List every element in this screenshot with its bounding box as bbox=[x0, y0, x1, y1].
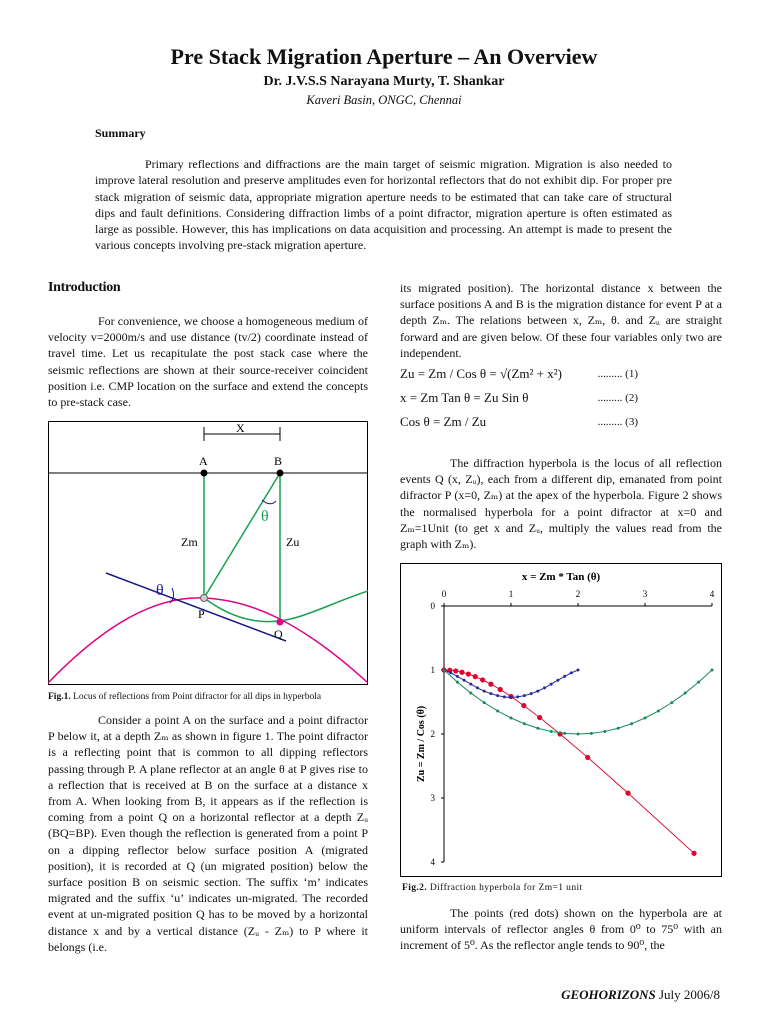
chart-point bbox=[617, 727, 620, 730]
summary-text: Primary reflections and diffractions are the main target of seismic migration. Migration is also needed to improve lateral resolution and preserve amplitudes even for horizontal reflectors that do not exhibit dip. For proper pre stack migration of seismic data, appropriate migration aperture needs to be estimated that can take care of structural dips and fault definitions. Considering diffraction limbs of a point difractor, migration aperture is often estimated as large as possible. However, this has implications on data acquisition and processing. An attempt is made to present the various concepts involving pre-stack migration aperture. bbox=[95, 157, 672, 253]
reflector-curve bbox=[204, 591, 368, 622]
chart-point bbox=[469, 692, 472, 695]
label-theta-p: θ bbox=[156, 582, 164, 599]
chart-ylabel: Zu = Zm / Cos (θ) bbox=[416, 705, 427, 782]
chart-point bbox=[697, 681, 700, 684]
chart-point bbox=[577, 733, 580, 736]
chart-y-tick-label: 1 bbox=[430, 665, 435, 675]
footer bbox=[561, 987, 720, 1003]
footer-journal: GEOHORIZONS bbox=[561, 987, 656, 1002]
left-paragraph-2: Consider a point A on the surface and a point difractor P below it, at a depth Zₘ as shown in figure 1. The point difractor is a reflecting point that is common to all dipping reflectors passing through P. A plane reflector at an angle θ at P gives rise to a reflection that is received at B on the surface at a distance x from A. When looking from B, it appears as if the reflection is coming from a point Q on a horizontal reflector at a depth Zᵤ (BQ=BP). Even though the reflection is generated from a point P on a dipping reflector below surface position A (migrated position), it is recorded at Q (un migrated position) below the surface position B on seismic section. The suffix ‘m’ indicates migrated and the suffix ‘u’ indicates un-migrated. The recorded event at un-migrated position Q has to be moved by a horizontal distance x and by a vertical distance (Zᵤ - Zₘ) to P where it belongs (i.e. bbox=[48, 713, 368, 954]
equation-3 bbox=[400, 414, 722, 438]
chart-point bbox=[657, 709, 660, 712]
equation-2-text: x = Zm Tan θ = Zu Sin θ bbox=[400, 390, 529, 405]
chart-x-tick-label: 2 bbox=[575, 589, 581, 599]
footer-issue: July 2006/8 bbox=[658, 987, 720, 1002]
chart-point bbox=[443, 669, 446, 672]
chart-point bbox=[523, 694, 526, 697]
chart-point bbox=[516, 695, 519, 698]
chart-point bbox=[503, 695, 506, 698]
chart-point bbox=[466, 671, 471, 676]
chart-point bbox=[536, 690, 539, 693]
chart-point bbox=[483, 690, 486, 693]
diffraction-hyperbola bbox=[48, 598, 368, 683]
summary-heading: Summary bbox=[95, 126, 146, 140]
chart-point bbox=[530, 692, 533, 695]
equation-1-text: Zu = Zm / Cos θ = √(Zm² + x²) bbox=[400, 366, 562, 381]
chart-point bbox=[625, 791, 630, 796]
chart-point bbox=[630, 722, 633, 725]
chart-point bbox=[521, 703, 526, 708]
chart-point bbox=[603, 730, 606, 733]
chart-point bbox=[691, 851, 696, 856]
chart-point bbox=[570, 671, 573, 674]
chart-point bbox=[469, 683, 472, 686]
chart-point bbox=[550, 683, 553, 686]
chart-x-tick-label: 1 bbox=[508, 589, 514, 599]
chart-point bbox=[563, 732, 566, 735]
chart-point bbox=[537, 715, 542, 720]
point-p bbox=[201, 595, 208, 602]
chart-point bbox=[711, 669, 714, 672]
chart-point bbox=[684, 692, 687, 695]
right-paragraph-2: The diffraction hyperbola is the locus of all reflection events Q (x, Zᵤ), each from a different dip, emanated from point difractor P (x=0, Zₘ) at the apex of the hyperbola. Figure 2 shows the normalised hyperbola for a point difractor at x=0 and Zₘ=1Unit (to get x and Zᵤ, multiply the values read from the graph with Zₘ). bbox=[400, 456, 722, 552]
equation-2 bbox=[400, 390, 722, 414]
chart-point bbox=[488, 682, 493, 687]
chart-x-tick-label: 3 bbox=[642, 589, 648, 599]
figure-2-caption-text: Diffraction hyperbola for Zm=1 unit bbox=[429, 883, 583, 893]
figure-1 bbox=[48, 421, 368, 685]
right-paragraph-3: The points (red dots) shown on the hyperbola are at uniform intervals of reflector angles θ from 0⁰ to 75⁰ with an increment of 5⁰. As the reflector angle tends to 90⁰, the bbox=[400, 906, 722, 953]
chart-point bbox=[453, 668, 458, 673]
introduction-heading: Introduction bbox=[48, 280, 121, 295]
chart-point bbox=[456, 675, 459, 678]
chart-point bbox=[456, 681, 459, 684]
chart-point bbox=[543, 686, 546, 689]
chart-point bbox=[577, 669, 580, 672]
chart-point bbox=[536, 727, 539, 730]
chart-y-tick-label: 2 bbox=[430, 729, 435, 739]
figure-1-frame bbox=[49, 422, 368, 685]
chart-point bbox=[449, 671, 452, 674]
figure-1-caption bbox=[48, 692, 321, 702]
chart-point bbox=[644, 717, 647, 720]
chart-point bbox=[585, 755, 590, 760]
label-zm: Zm bbox=[181, 535, 198, 549]
chart-point bbox=[483, 701, 486, 704]
chart-point bbox=[550, 730, 553, 733]
chart-point bbox=[463, 679, 466, 682]
authors: Dr. J.V.S.S Narayana Murty, T. Shankar bbox=[263, 74, 505, 89]
chart-x-tick-label: 0 bbox=[441, 589, 447, 599]
chart-point bbox=[556, 679, 559, 682]
equation-2-number: ......... (2) bbox=[597, 392, 638, 404]
chart-point bbox=[510, 717, 513, 720]
chart-point bbox=[489, 692, 492, 695]
chart-point bbox=[563, 675, 566, 678]
chart-point bbox=[473, 674, 478, 679]
equation-1 bbox=[400, 366, 722, 390]
chart-y-tick-label: 0 bbox=[430, 601, 435, 611]
equations-block bbox=[400, 366, 722, 438]
label-zu: Zu bbox=[286, 535, 300, 549]
label-a: A bbox=[199, 454, 208, 468]
equation-3-number: ......... (3) bbox=[597, 416, 638, 428]
chart-title: x = Zm * Tan (θ) bbox=[521, 571, 601, 583]
chart-frame bbox=[401, 564, 722, 877]
chart-point bbox=[523, 722, 526, 725]
ray-pb bbox=[204, 473, 280, 598]
label-q: Q bbox=[274, 627, 283, 641]
chart-point bbox=[498, 687, 503, 692]
figure-2-caption-label: Fig.2. bbox=[402, 883, 428, 893]
chart-point bbox=[670, 701, 673, 704]
chart-x-tick-label: 4 bbox=[709, 589, 715, 599]
figure-2-caption bbox=[402, 883, 583, 893]
point-b bbox=[277, 470, 284, 477]
chart-point bbox=[476, 686, 479, 689]
figure-1-caption-label: Fig.1. bbox=[48, 692, 71, 702]
chart-point bbox=[459, 670, 464, 675]
page-title: Pre Stack Migration Aperture – An Overview bbox=[170, 44, 598, 69]
equation-1-number: ......... (1) bbox=[597, 368, 638, 380]
label-theta-b: θ bbox=[261, 508, 269, 525]
chart-point bbox=[496, 709, 499, 712]
figure-2-chart bbox=[400, 563, 722, 877]
chart-point bbox=[480, 677, 485, 682]
dipping-reflector bbox=[106, 573, 286, 641]
chart-point bbox=[496, 694, 499, 697]
label-b: B bbox=[274, 454, 283, 468]
equation-3-text: Cos θ = Zm / Zu bbox=[400, 414, 487, 429]
right-paragraph-1: its migrated position). The horizontal distance x between the surface positions A and B is the migration distance for event P at a depth Zₘ. The relations between x, Zₘ, θ. and Zᵤ are straight forward and are given below. Of these four variables only two are independent. bbox=[400, 281, 722, 360]
chart-point bbox=[510, 696, 513, 699]
label-p: P bbox=[198, 607, 205, 621]
chart-point bbox=[590, 732, 593, 735]
chart-y-tick-label: 4 bbox=[430, 857, 435, 867]
figure-1-caption-text: Locus of reflections from Point difractor for all dips in hyperbola bbox=[73, 692, 322, 702]
point-q bbox=[277, 619, 284, 626]
x-label: X bbox=[236, 421, 245, 435]
intro-paragraph: For convenience, we choose a homogeneous medium of velocity v=2000m/s and use distance (tv/2) coordinate instead of travel time. Let us recapitulate the post stack case where the seismic reflections are shown at their source-receiver coincident position i.e. CMP location on the surface and extend the concepts to pre-stack case. bbox=[48, 314, 368, 410]
point-a bbox=[201, 470, 208, 477]
chart-y-tick-label: 3 bbox=[430, 793, 435, 803]
affiliation: Kaveri Basin, ONGC, Chennai bbox=[306, 93, 462, 107]
